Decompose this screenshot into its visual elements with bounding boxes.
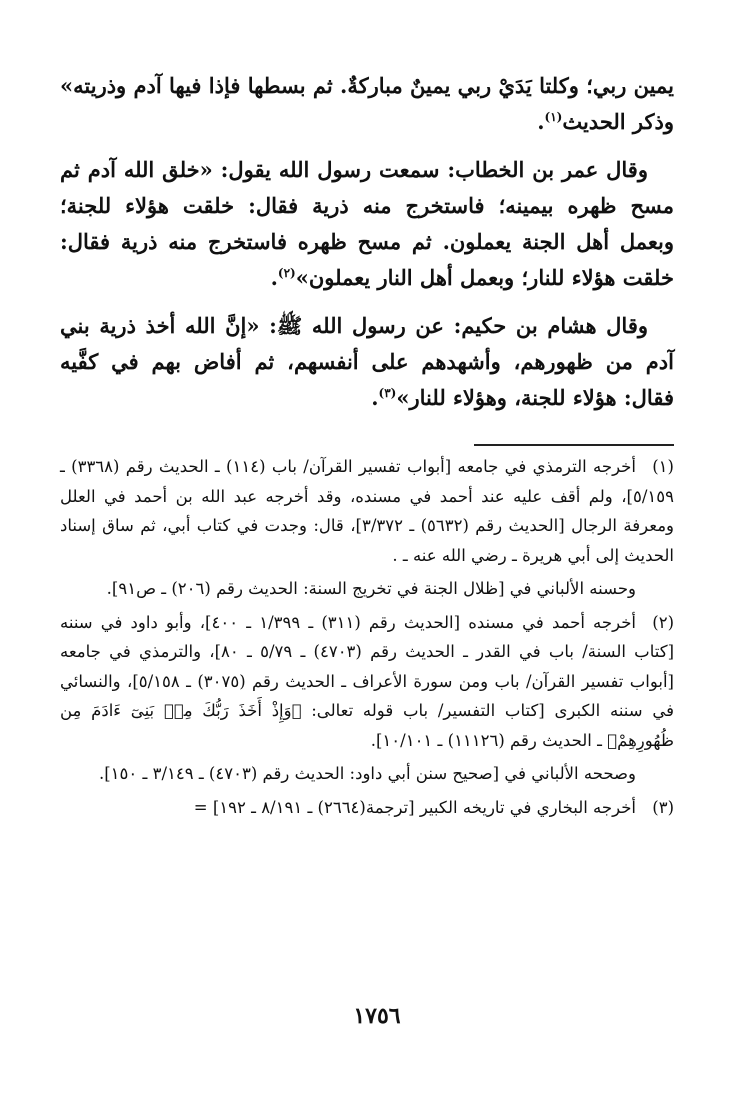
paragraph-3: وقال هشام بن حكيم: عن رسول الله ﷺ: «إنَّ الله أخذ ذرية بني آدم من ظهورهم، وأشهدهم على أنفسهم، ثم أفاض بهم في كفَّيه فقال: هؤلاء للجنة، وهؤلاء للنار»$^{(٣)}$. [60, 313, 674, 410]
footnote-ref-2: (٢) [277, 266, 296, 280]
footnote-ref-3: (٣) [378, 386, 397, 400]
paragraph-1: يمين ربي؛ وكلتا يَدَيْ ربي يمينٌ مباركةٌ. ثم بسطها فإذا فيها آدم وذريته» وذكر الحديث$^{(١)}$. [60, 73, 674, 134]
footnote-1-continuation: وحسنه الألباني في [ظلال الجنة في تخريج السنة: الحديث رقم (٢٠٦) ـ ص٩١]. [106, 579, 636, 598]
paragraph-2: وقال عمر بن الخطاب: سمعت رسول الله يقول: «خلق الله آدم ثم مسح ظهره بيمينه؛ فاستخرج منه ذرية فقال: خلقت هؤلاء للجنة؛ وبعمل أهل الجنة يعملون. ثم مسح ظهره فاستخرج منه ذرية فقال: خلقت هؤلاء للنار؛ وبعمل أهل النار يعملون»$^{(٢)}$. [60, 157, 674, 290]
paragraph-3-text: وقال هشام بن حكيم: عن رسول الله ﷺ: «إنَّ الله أخذ ذرية بني آدم من ظهورهم، وأشهدهم على أنفسهم، ثم أفاض بهم في كفَّيه فقال: هؤلاء للجنة، وهؤلاء للنار» [60, 313, 674, 410]
paragraph-2-text: وقال عمر بن الخطاب: سمعت رسول الله يقول: «خلق الله آدم ثم مسح ظهره بيمينه؛ فاستخرج منه ذرية فقال: خلقت هؤلاء للجنة؛ وبعمل أهل الجنة يعملون. ثم مسح ظهره فاستخرج منه ذرية فقال: خلقت هؤلاء للنار؛ وبعمل أهل النار يعملون» [60, 157, 674, 290]
main-text [60, 68, 674, 428]
footnote-3-number: (٣) [652, 797, 674, 817]
footnote-1-text: أخرجه الترمذي في جامعه [أبواب تفسير القرآن/ باب (١١٤) ـ الحديث رقم (٣٣٦٨) ـ ٥/١٥٩]، ولم أقف عليه عند أحمد في مسنده، وقد أخرجه عبد الله بن أحمد في العلل ومعرفة الرجال [الحديث رقم (٥٦٣٢) ـ ٣/٣٧٢]، قال: وجدت في كتاب أبي، ثم ساق إسناد الحديث إلى أبي هريرة ـ رضي الله عنه ـ . [60, 457, 674, 565]
footnotes [60, 452, 674, 826]
footnote-1 [60, 452, 674, 570]
footnote-2-text: أخرجه أحمد في مسنده [الحديث رقم (٣١١) ـ ١/٣٩٩ ـ ٤٠٠]، وأبو داود في سننه [كتاب السنة/ باب في القدر ـ الحديث رقم (٤٧٠٣) ـ ٥/٧٩ ـ ٨٠]، والترمذي في جامعه [أبواب تفسير القرآن/ باب ومن سورة الأعراف ـ الحديث رقم (٣٠٧٥) ـ ٥/١٥٨]، والنسائي في سننه الكبرى [كتاب التفسير/ باب قوله تعالى: ﴿وَإِذْ أَخَذَ رَبُّكَ مِنۢ بَنِىٓ ءَادَمَ مِن ظُهُورِهِمْ﴾ ـ الحديث رقم (١١١٢٦) ـ ١٠/١٠١]. [60, 612, 675, 750]
page-number: ١٧٥٦ [353, 1003, 401, 1029]
footnote-ref-1: (١) [544, 110, 563, 124]
footnote-2 [60, 608, 674, 756]
paragraph-1-text: يمين ربي؛ وكلتا يَدَيْ ربي يمينٌ مباركةٌ. ثم بسطها فإذا فيها آدم وذريته» وذكر الحديث [60, 73, 674, 134]
footnote-2-continuation: وصححه الألباني في [صحيح سنن أبي داود: الحديث رقم (٤٧٠٣) ـ ٣/١٤٩ ـ ١٥٠]. [98, 764, 636, 783]
footnote-3 [60, 793, 674, 823]
footnote-separator [474, 444, 674, 446]
footnote-3-text: أخرجه البخاري في تاريخه الكبير [ترجمة(٢٦٦٤) ـ ٨/١٩١ ـ ١٩٢] = [193, 797, 636, 817]
footnote-1-number: (١) [652, 457, 674, 476]
footnote-2-number: (٢) [652, 612, 674, 632]
